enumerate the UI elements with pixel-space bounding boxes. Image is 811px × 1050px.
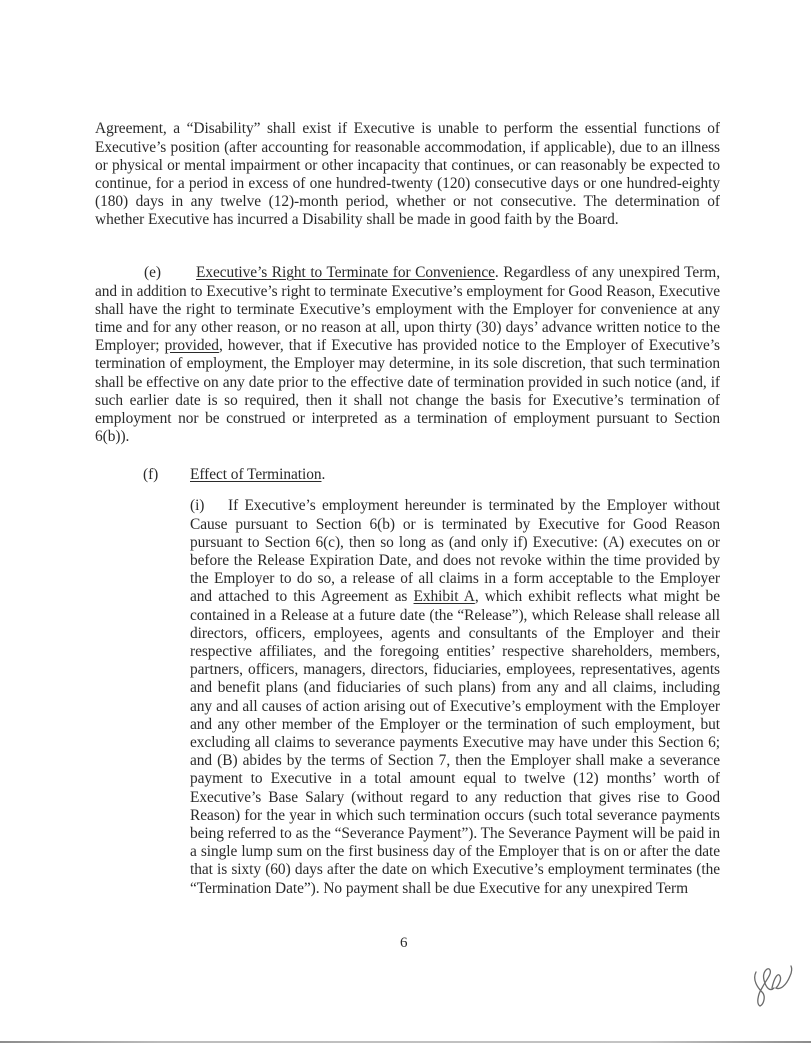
section-e-text-1: Regardless of any unexpired Term, and in addition to Executive’s right to terminate Executive’s employment for Good Reason, Executive shall have the right to terminate Executive’s employment with the Employer for convenience at any time and for any other reason, or no reason at all, upon thirty (30) days’ advance written notice to the Employer; [95, 264, 720, 355]
section-e-label: (e) [144, 264, 161, 282]
section-e-heading: Executive’s Right to Terminate for Convenience [196, 264, 495, 282]
section-f-i-label: (i) [190, 497, 205, 515]
handwritten-initials-icon [748, 958, 796, 1010]
section-f-label: (f) [143, 466, 159, 484]
section-e-paragraph [95, 264, 720, 446]
section-f-i-paragraph [190, 497, 720, 897]
page-number: 6 [400, 935, 408, 951]
section-f-heading: Effect of Termination [190, 466, 322, 484]
section-f-i-text-2: , which exhibit reflects what might be contained in a Release at a future date (the “Release”), which Release shall release all directors, officers, employees, agents and consultants of the Employer and their respective affiliates, and the foregoing entities’ respective shareholders, members, partners, officers, managers, directors, fiduciaries, employees, representatives, agents and benefit plans (and fiduciaries of such plans) from any and all claims, including any and all causes of action arising out of Executive’s employment with the Employer and any other member of the Employer or the termination of such employment, but excluding all claims to severance payments Executive may have under this Section 6; and (B) abides by the terms of Section 7, then the Employer shall make a severance payment to Executive in a total amount equal to twelve (12) months’ worth of Executive’s Base Salary (without regard to any reduction that gives rise to Good Reason) for the year in which such termination occurs (such total severance payments being referred to as the “Severance Payment”). The Severance Payment will be paid in a single lump sum on the first business day of the Employer that is on or after the date that is sixty (60) days after the date on which Executive’s employment terminates (the “Termination Date”). No payment shall be due Executive for any unexpired Term [190, 588, 720, 897]
exhibit-a-reference: Exhibit A [413, 588, 475, 606]
section-f-heading-line [143, 466, 720, 484]
section-e-provided: provided [164, 337, 219, 355]
section-f-heading-suffix: . [321, 466, 326, 484]
bottom-rule-divider [0, 1041, 811, 1043]
section-f-i-text-1: If Executive’s employment hereunder is terminated by the Employer without Cause pursuant to Section 6(b) or is terminated by Executive for Good Reason pursuant to Section 6(c), then so long as (and only if) Executive: (A) executes on or before the Release Expiration Date, and does not revoke within the time provided by the Employer to do so, a release of all claims in a form acceptable to the Employer and attached to this Agreement as [190, 497, 720, 606]
section-e-heading-suffix: . [494, 264, 499, 282]
disability-paragraph: Agreement, a “Disability” shall exist if Executive is unable to perform the essential functions of Executive’s position (after accounting for reasonable accommodation, if applicable), due to an illness or physical or mental impairment or other incapacity that continues, or can reasonably be expected to continue, for a period in excess of one hundred-twenty (120) consecutive days or one hundred-eighty (180) days in any twelve (12)-month period, whether or not consecutive. The determination of whether Executive has incurred a Disability shall be made in good faith by the Board. [95, 120, 720, 229]
section-e-text-2: , however, that if Executive has provided notice to the Employer of Executive’s termination of employment, the Employer may determine, in its sole discretion, that such termination shall be effective on any date prior to the effective date of termination provided in such notice (and, if such earlier date is so required, then it shall not change the basis for Executive’s termination of employment nor be construed or interpreted as a termination of employment pursuant to Section 6(b)). [95, 337, 720, 446]
